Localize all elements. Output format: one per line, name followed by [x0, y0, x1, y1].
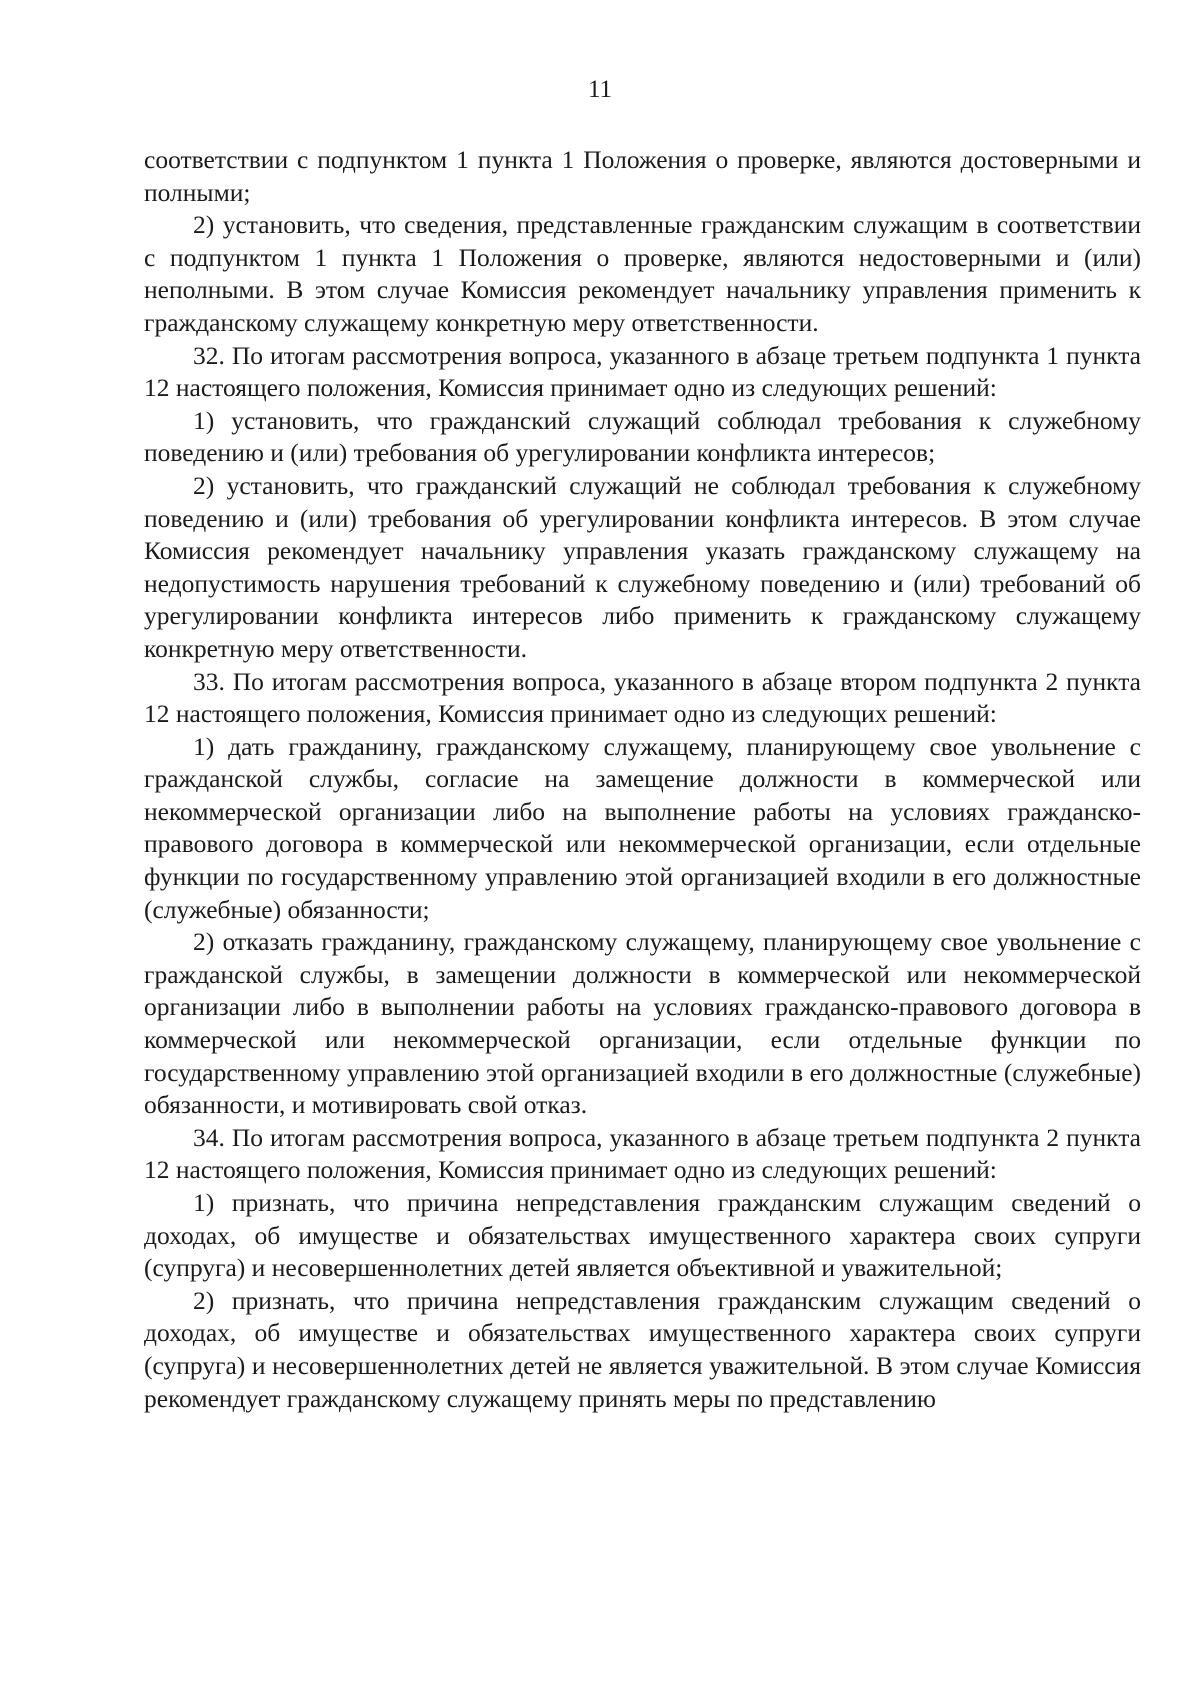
page-number: 11	[587, 76, 613, 103]
paragraph: 1) признать, что причина непредставления гражданским служащим сведений о доходах, об имуществе и обязательствах имущественного характера своих супруги (супруга) и несовершеннолетних детей является объективной и уважительной;	[144, 1188, 1141, 1283]
paragraph-continuation: соответствии с подпунктом 1 пункта 1 Положения о проверке, являются достоверными и полными;	[144, 145, 1141, 207]
paragraph: 1) дать гражданину, гражданскому служащему, планирующему свое увольнение с гражданской службы, согласие на замещение должности в коммерческой или некоммерческой организации либо на выполнение работы на условиях гражданско-правового договора в коммерческой или некоммерческой организации, если отдельные функции по государственному управлению этой организацией входили в его должностные (служебные) обязанности;	[144, 731, 1141, 924]
paragraph: 2) установить, что сведения, представленные гражданским служащим в соответствии с подпунктом 1 пункта 1 Положения о проверке, являются недостоверными и (или) неполными. В этом случае Комиссия рекомендует начальнику управления применить к гражданскому служащему конкретную меру ответственности.	[144, 210, 1141, 337]
paragraph-item-32: 32. По итогам рассмотрения вопроса, указанного в абзаце третьем подпункта 1 пункта 12 настоящего положения, Комиссия принимает одно из следующих решений:	[144, 340, 1141, 403]
paragraph: 1) установить, что гражданский служащий соблюдал требования к служебному поведению и (или) требования об урегулировании конфликта интересов;	[144, 405, 1141, 468]
paragraph: 2) установить, что гражданский служащий не соблюдал требования к служебному поведению и (или) требования об урегулировании конфликта интересов. В этом случае Комиссия рекомендует начальнику управления указать гражданскому служащему на недопустимость нарушения требований к служебному поведению и (или) требований об урегулировании конфликта интересов либо применить к гражданскому служащему конкретную меру ответственности.	[144, 470, 1141, 663]
paragraph-item-33: 33. По итогам рассмотрения вопроса, указанного в абзаце втором подпункта 2 пункта 12 настоящего положения, Комиссия принимает одно из следующих решений:	[144, 666, 1141, 729]
document-body	[144, 144, 1141, 1415]
paragraph-item-34: 34. По итогам рассмотрения вопроса, указанного в абзаце третьем подпункта 2 пункта 12 настоящего положения, Комиссия принимает одно из следующих решений:	[144, 1122, 1141, 1185]
paragraph: 2) признать, что причина непредставления гражданским служащим сведений о доходах, об имуществе и обязательствах имущественного характера своих супруги (супруга) и несовершеннолетних детей не является уважительной. В этом случае Комиссия рекомендует гражданскому служащему принять меры по представлению	[144, 1285, 1141, 1413]
paragraph: 2) отказать гражданину, гражданскому служащему, планирующему свое увольнение с гражданской службы, в замещении должности в коммерческой или некоммерческой организации либо в выполнении работы на условиях гражданско-правового договора в коммерческой или некоммерческой организации, если отдельные функции по государственному управлению этой организацией входили в его должностные (служебные) обязанности, и мотивировать свой отказ.	[144, 927, 1141, 1120]
